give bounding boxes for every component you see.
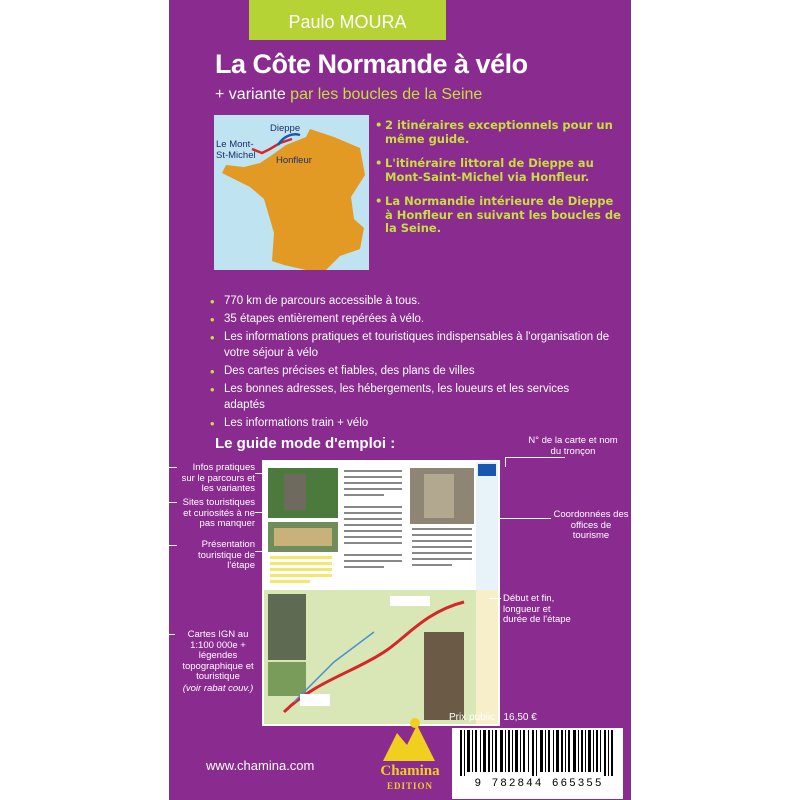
france-map [214, 115, 369, 270]
book-back-cover [169, 0, 631, 800]
highlight-text: 2 itinéraires exceptionnels pour un même guide. [385, 118, 613, 146]
barcode-bars [452, 728, 623, 776]
guide-pages-illustration [264, 462, 498, 724]
callout-line [169, 634, 175, 635]
bullet-icon: • [375, 156, 383, 170]
feature-item [210, 363, 610, 379]
label-presentation: Présentation touristique de l'étape [197, 539, 255, 571]
book-title: La Côte Normande à vélo [215, 49, 528, 79]
barcode [452, 728, 623, 799]
subtitle-rest: par les boucles de la Seine [285, 86, 483, 103]
bullet-icon: • [210, 364, 215, 379]
price-label: Prix public : 16,50 € [449, 712, 537, 723]
feature-item [210, 381, 610, 413]
highlight-item [375, 157, 625, 184]
callout-line [169, 545, 177, 546]
book-subtitle [215, 86, 482, 104]
callout-line [169, 502, 177, 503]
callout-line [499, 518, 551, 519]
chamina-logo [375, 715, 445, 795]
feature-item [210, 415, 610, 431]
bullet-icon: • [375, 118, 383, 132]
label-cartes: Cartes IGN au 1:100 000e + légendes topographique et touristique [182, 629, 254, 682]
bullet-icon: • [210, 330, 215, 345]
callout-line [489, 598, 501, 599]
label-offices: Coordonnées des offices de tourisme [553, 509, 629, 541]
feature-item [210, 329, 610, 361]
price-barcode-area [449, 706, 631, 800]
map-label-mont: Le Mont- [216, 139, 254, 150]
map-label-dieppe: Dieppe [270, 123, 301, 134]
label-carte-num: N° de la carte et nom du tronçon [528, 435, 618, 457]
author-banner [169, 0, 631, 48]
map-label-honfleur: Honfleur [276, 155, 312, 166]
label-infos: Infos pratiques sur le parcours et les variantes [181, 462, 255, 494]
logo-name: Chamina [380, 763, 440, 779]
bullet-icon: • [210, 382, 215, 397]
highlight-text: La Normandie intérieure de Dieppe à Honfleur en suivant les boucles de la Seine. [385, 194, 621, 235]
subtitle-plus: + variante [215, 86, 286, 103]
feature-item [210, 311, 610, 327]
highlight-item [375, 195, 625, 236]
guide-sample-pages [262, 460, 500, 726]
label-cartes-note: (voir rabat couv.) [182, 683, 254, 694]
bullet-icon: • [210, 416, 215, 431]
callout-line [169, 467, 177, 468]
highlight-text: L'itinéraire littoral de Dieppe au Mont-Saint-Michel via Honfleur. [385, 156, 594, 184]
feature-text: 770 km de parcours accessible à tous. [224, 295, 421, 307]
feature-text: Des cartes précises et fiables, des plans de villes [224, 365, 475, 377]
feature-item [210, 293, 610, 309]
feature-text: Les informations pratiques et touristiques indispensables à l'organisation de votre séjour à vélo [224, 331, 610, 359]
isbn-number: 9 782844 665355 [474, 778, 604, 790]
map-label-stmichel: St-Michel [216, 150, 256, 161]
label-sites: Sites touristiques et curiosités à ne pas manquer [182, 497, 255, 529]
callout-line [505, 457, 565, 458]
guide-heading: Le guide mode d'emploi : [215, 435, 396, 452]
feature-text: Les informations train + vélo [224, 417, 369, 429]
highlights-list [375, 119, 625, 247]
bullet-icon: • [375, 194, 383, 208]
callout-line [505, 457, 506, 467]
bullet-icon: • [210, 294, 215, 309]
label-debut: Début et fin, longueur et durée de l'étape [503, 593, 571, 625]
features-list [210, 293, 610, 433]
feature-text: 35 étapes entièrement repérées à vélo. [224, 313, 425, 325]
feature-text: Les bonnes adresses, les hébergements, les loueurs et les services adaptés [224, 383, 570, 411]
logo-edition: EDITION [386, 781, 433, 791]
chamina-logo-icon [375, 715, 445, 763]
bullet-icon: • [210, 312, 215, 327]
highlight-item [375, 119, 625, 146]
website-url: www.chamina.com [206, 758, 315, 773]
author-name: Paulo MOURA [288, 12, 407, 32]
